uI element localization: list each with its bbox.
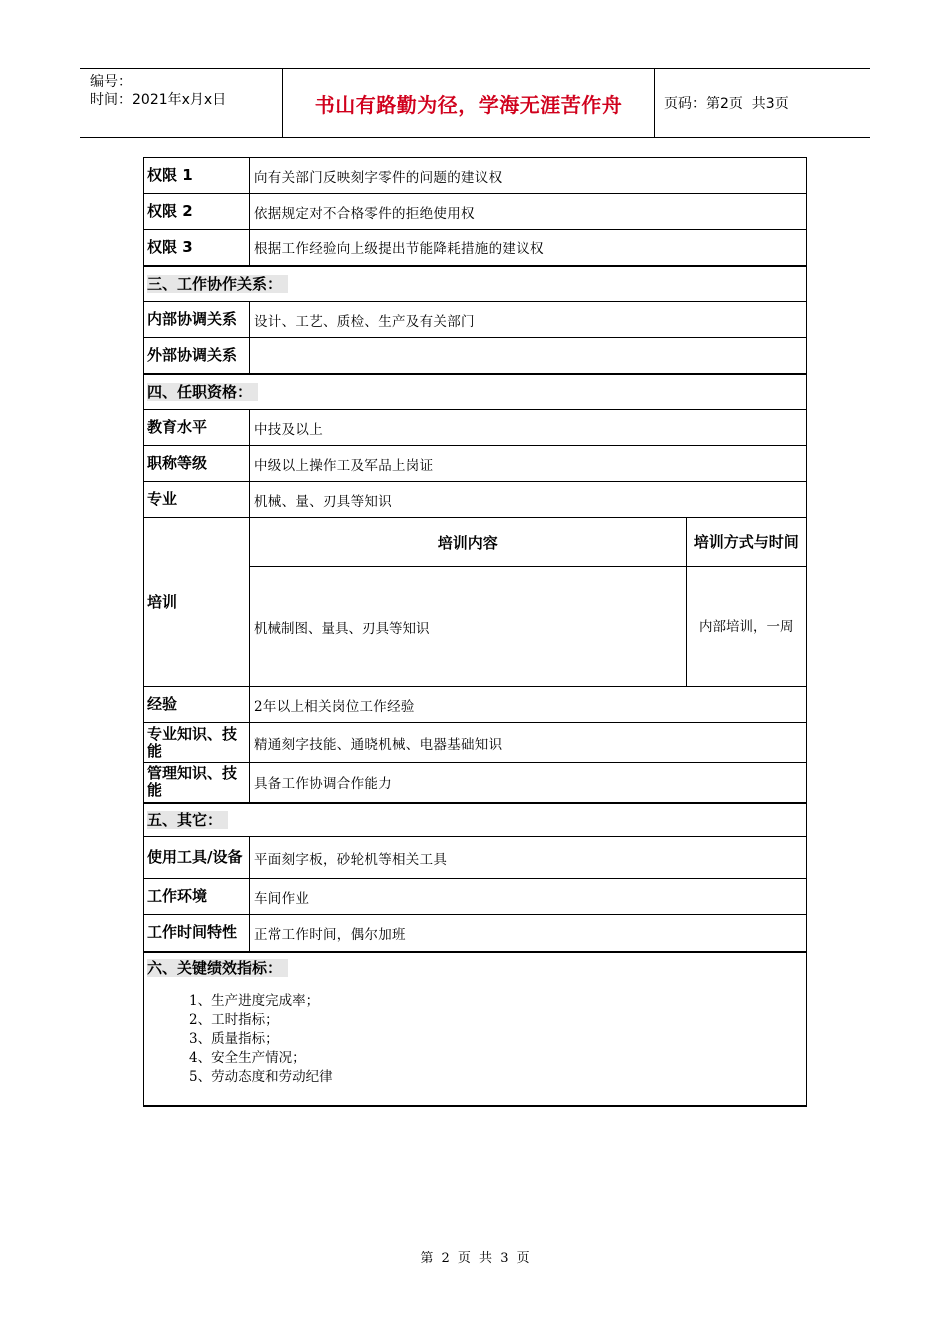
major-value: 机械、量、刃具等知识 [250, 482, 807, 518]
section-header-row [144, 266, 807, 302]
section-title: 四、任职资格： [147, 383, 258, 401]
header-divider [654, 69, 655, 137]
work-env-label: 工作环境 [144, 879, 250, 915]
table-row [144, 723, 807, 763]
section-header-row [144, 374, 807, 410]
training-content: 机械制图、量具、刃具等知识 [254, 620, 430, 637]
training-subtable [250, 518, 806, 686]
training-content-header: 培训内容 [250, 518, 686, 567]
page-footer: 第 2 页 共 3 页 [420, 1251, 530, 1266]
table-row [144, 837, 807, 879]
authority-label: 权限 1 [144, 158, 250, 194]
section-title: 三、工作协作关系： [147, 275, 288, 293]
table-row [144, 302, 807, 338]
training-method: 内部培训，一周 [686, 567, 806, 687]
table-row [144, 763, 807, 803]
kpi-list [147, 978, 803, 1105]
education-value: 中技及以上 [250, 410, 807, 446]
tools-label: 使用工具/设备 [144, 837, 250, 879]
table-row [144, 915, 807, 952]
list-item: 3、质量指标； [189, 1030, 279, 1047]
section-title: 五、其它： [147, 811, 228, 829]
table-row [144, 446, 807, 482]
section-title: 六、关键绩效指标： [147, 959, 288, 977]
header-left [90, 73, 226, 109]
title-level-value: 中级以上操作工及军品上岗证 [250, 446, 807, 482]
experience-value: 2年以上相关岗位工作经验 [250, 687, 807, 723]
table-row [144, 687, 807, 723]
authority-label: 权限 2 [144, 194, 250, 230]
authority-value: 根据工作经验向上级提出节能降耗措施的建议权 [250, 230, 807, 266]
training-label: 培训 [144, 518, 250, 687]
title-level-label: 职称等级 [144, 446, 250, 482]
page-header [80, 68, 870, 138]
experience-label: 经验 [144, 687, 250, 723]
table-row [144, 482, 807, 518]
table-row [144, 194, 807, 230]
header-page-info: 页码：第2页 共3页 [664, 96, 789, 112]
training-row [144, 518, 807, 687]
tools-value: 平面刻字板，砂轮机等相关工具 [250, 837, 807, 879]
table-row [144, 879, 807, 915]
table-row [144, 158, 807, 194]
authority-value: 依据规定对不合格零件的拒绝使用权 [250, 194, 807, 230]
list-item: 4、安全生产情况； [189, 1049, 306, 1066]
external-relation-label: 外部协调关系 [144, 338, 250, 374]
number-label: 编号： [90, 74, 132, 90]
major-label: 专业 [144, 482, 250, 518]
pro-skill-value: 精通刻字技能、通晓机械、电器基础知识 [250, 723, 807, 763]
work-time-value: 正常工作时间，偶尔加班 [250, 915, 807, 952]
table-row [144, 338, 807, 374]
education-label: 教育水平 [144, 410, 250, 446]
mgmt-skill-label: 管理知识、技能 [144, 763, 250, 803]
section-header-row [144, 803, 807, 837]
external-relation-value [250, 338, 807, 374]
work-time-label: 工作时间特性 [144, 915, 250, 952]
header-motto: 书山有路勤为径，学海无涯苦作舟 [314, 92, 623, 117]
mgmt-skill-value: 具备工作协调合作能力 [250, 763, 807, 803]
internal-relation-label: 内部协调关系 [144, 302, 250, 338]
time-label: 时间：2021年x月x日 [90, 92, 227, 108]
authority-label: 权限 3 [144, 230, 250, 266]
table-row [144, 410, 807, 446]
training-method-header: 培训方式与时间 [686, 518, 806, 567]
list-item: 2、工时指标； [189, 1011, 279, 1028]
list-item: 1、生产进度完成率； [189, 992, 320, 1009]
job-description-table [143, 157, 807, 1107]
pro-skill-label: 专业知识、技能 [144, 723, 250, 763]
work-env-value: 车间作业 [250, 879, 807, 915]
internal-relation-value: 设计、工艺、质检、生产及有关部门 [250, 302, 807, 338]
table-row [144, 230, 807, 266]
kpi-section [144, 952, 807, 1106]
authority-value: 向有关部门反映刻字零件的问题的建议权 [250, 158, 807, 194]
list-item: 5、劳动态度和劳动纪律 [189, 1068, 333, 1085]
